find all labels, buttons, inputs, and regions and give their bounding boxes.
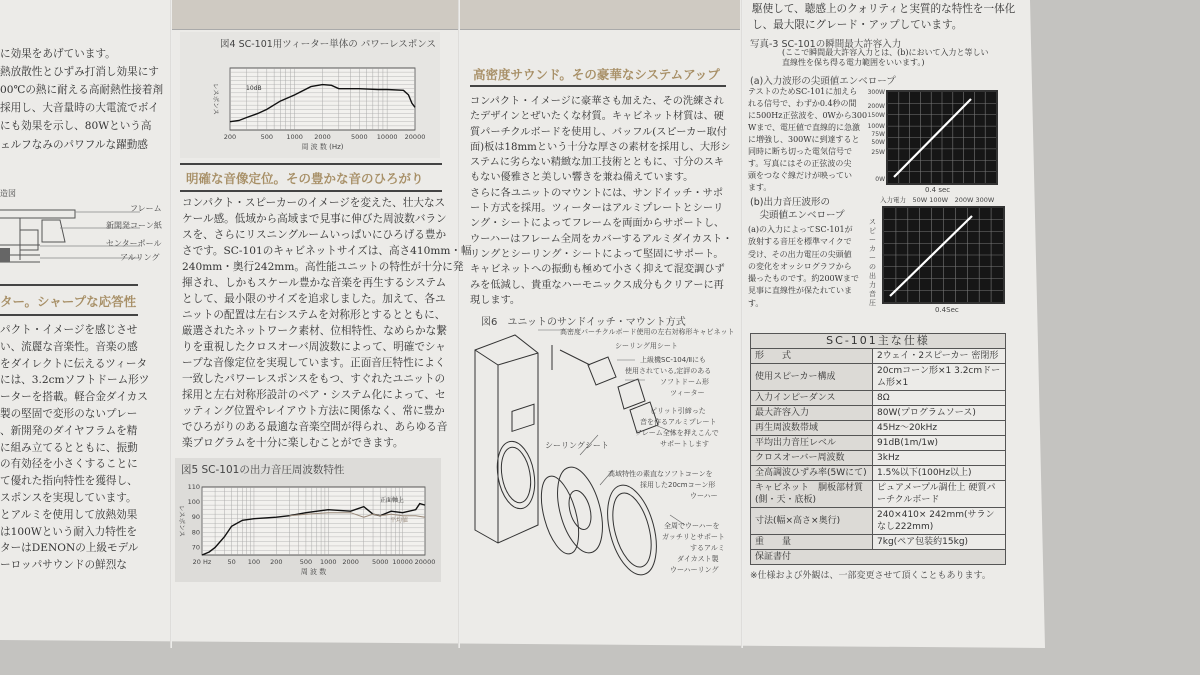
x-axis-label: 周 波 数 (Hz) [301, 143, 344, 151]
text-line: 同時に断ち切った電気信号で [748, 147, 852, 156]
text-line: 熱放散性とひずみ打消し効果にす [0, 66, 159, 78]
col1-body [0, 322, 149, 574]
spec-value: 8Ω [873, 391, 1006, 406]
text-line: もない優雅さと美しい響きを兼ね備えています。 [470, 172, 694, 184]
text-line: 楽プログラムを十分に楽しむことができます。 [182, 437, 404, 449]
x-tick-label: 10000 [376, 133, 398, 141]
text-line: 240mm・奥行242mm。高性能ユニットの特性が十分に発 [182, 261, 464, 273]
text-line: ーターを搭載。軽合金ダイカス [0, 391, 148, 404]
text-line: コンパクト・スピーカーのイメージを変えた、壮大なス [182, 197, 446, 209]
text-line: でひろがりのある最適な音楽空間が得られ、あらゆる音 [182, 421, 448, 433]
x-tick-label: 500 [299, 558, 313, 566]
text-line: ーロッパサウンドの鮮烈な [0, 559, 127, 572]
spec-title: SC-101主な仕様 [751, 334, 1006, 349]
text-line: りを重視したクロスオーバ周波数によって、明確でシャ [182, 341, 446, 353]
fig6-label: ツィーター [670, 389, 705, 397]
spec-section [750, 333, 1012, 581]
part-label-al-ring: アルリング [120, 253, 160, 262]
scope-a-y-label: 0W [875, 176, 885, 183]
text-line: ート方式を採用。ツィーターはアルミプレートとシーリ [470, 203, 724, 215]
text-line: ープな音像定位を実現しています。正面音圧特性によく [182, 357, 446, 369]
figure4-chart [180, 32, 440, 158]
scope-a-time: 0.4 sec [925, 186, 951, 194]
subheading-b [750, 196, 845, 222]
spec-key: 重 量 [751, 535, 873, 550]
col1-figure-label: 造図 [0, 189, 16, 198]
spec-key: 入力インピーダンス [751, 391, 873, 406]
spec-key: クロスオーバー周波数 [751, 451, 873, 466]
y-axis-label: レスポンス [178, 504, 186, 538]
part-label-frame: フレーム [130, 204, 162, 213]
text-line: コンパクト・イメージに豪華さも加えた、その洗練され [470, 96, 724, 107]
photo3-title: 写真-3 SC-101の瞬間最大許容入力 [750, 39, 902, 50]
fig6-label: サポートします [660, 440, 709, 448]
text-line: 一致したパワーレスポンスをもつ、すぐれたユニットの [182, 373, 446, 385]
envelope-trace [894, 99, 971, 177]
spec-row [751, 391, 1006, 406]
page-fold [170, 0, 172, 648]
x-tick-label: 20000 [404, 133, 426, 141]
photo3-note [782, 48, 988, 68]
figure4-box [180, 32, 440, 158]
part-label-cone: 新開発コーン紙 [106, 221, 162, 230]
text-line: 厳選されたネットワーク素材、位相特性、なめらかな繋 [182, 325, 447, 337]
text-line: ング・シートによってフレームを両面からサポートし、 [470, 218, 725, 230]
text-line: い、流麗な音楽性。音楽の感 [0, 340, 138, 353]
y-tick-label: 90 [191, 513, 200, 522]
subheading-a: (a)入力波形の尖頭値エンベロープ [750, 76, 896, 87]
spec-note: ※仕様および外観は、一部変更させて頂くこともあります。 [750, 571, 991, 581]
legend-on-axis: 正面軸上 [380, 497, 405, 504]
col4-top-text [752, 1, 1015, 33]
text-line: 揮され、しかもスケール豊かな音楽を再生するシステム [182, 277, 447, 289]
col1-line: ェルフなみのパワフルな躍動感 [0, 139, 148, 151]
fig6-label: ソフトドーム形 [660, 378, 709, 386]
col4-a-body [748, 86, 867, 194]
text-line: 頭をつなぐ線だけが映ってい [748, 171, 852, 180]
scope-a-y-label: 200W [867, 103, 885, 110]
text-line: さです。SC-101のキャビネットサイズは、高さ410mm・幅 [182, 245, 472, 257]
scope-a-y-labels [863, 90, 885, 185]
figure5-chart [175, 458, 441, 582]
x-tick-label: 5000 [351, 133, 368, 141]
text-line: ニットの配置は左右システムを対称形とするとともに、 [182, 309, 446, 321]
spec-row [751, 436, 1006, 451]
spec-row [751, 349, 1006, 364]
text-line: 製の堅固で変形のないプレー [0, 407, 138, 420]
text-line: て優れた指向特性を獲得し、 [0, 475, 138, 488]
text-line: として、最小限のサイズを追求しました。加えて、各ユ [182, 293, 446, 305]
col2-body [182, 195, 472, 451]
fig6-label: シーリング用シート [615, 342, 678, 350]
spec-row [751, 451, 1006, 466]
scope-a-y-label: 300W [867, 89, 885, 96]
fig6-label: 使用されている,定評のある [625, 367, 712, 375]
scope-a-y-label: 50W [871, 139, 885, 146]
fig6-label: シーリングシート [545, 441, 609, 450]
text-line: 面)板は18mmという十分な厚さの素材を採用し、大形シ [470, 141, 731, 153]
overlapping-page-edge [172, 0, 740, 30]
fig6-label: 高密度パーチクルボード使用の左右対称形キャビネット [560, 328, 735, 336]
col4-b-body [748, 224, 859, 310]
scope-a-y-label: 25W [871, 149, 885, 156]
text-line: ステムに劣らない精緻な加工技術とともに、寸分のスキ [470, 157, 724, 169]
fig6-label: ウーハー [690, 492, 718, 500]
text-line: し、最大限にグレード・アップしています。 [752, 19, 963, 31]
text-line: れる信号で、わずか0.4秒の間 [748, 99, 857, 108]
x-tick-label: 5000 [371, 558, 389, 566]
text-line: にも効果を示し、80Wという高 [0, 120, 152, 132]
spec-value: 7kg(ペア包装約15kg) [873, 535, 1006, 550]
figure4-title-text: 図4 SC-101用ツィーター単体の パワーレスポンス [220, 39, 436, 50]
y-tick-label: 100 [187, 498, 200, 507]
text-line: は100Wという耐入力特性を [0, 525, 138, 538]
spec-key: 使用スピーカー構成 [751, 364, 873, 391]
y-tick-label: 80 [191, 528, 200, 537]
spec-row [751, 550, 1006, 565]
fig6-label: 音を作るアルミプレート [640, 418, 717, 426]
scope-a-y-label: 100W [867, 123, 885, 130]
spec-key: 保証書付 [751, 550, 1006, 565]
text-line: の変化をオッシログラフから [748, 261, 852, 271]
text-line: スポンスを実現しています。 [0, 491, 137, 504]
text-line: には、3.2cmソフトドーム形ツ [0, 374, 150, 387]
text-line: 撮ったものです。約200Wまで [748, 274, 859, 284]
y-tick-label: 70 [191, 543, 200, 552]
text-line: に増強し、300Wに到達すると [748, 135, 860, 144]
text-line: 現します。 [470, 294, 521, 306]
text-line: ます。 [748, 183, 772, 192]
x-tick-label: 20000 [414, 558, 436, 566]
text-line: 尖頭値エンベロープ [750, 210, 845, 221]
text-line: Wまで、電圧値で直線的に急激 [748, 123, 861, 132]
spec-row [751, 364, 1006, 391]
spec-value: 45Hz～20kHz [873, 421, 1006, 436]
spec-value: 80W(プログラムソース) [873, 406, 1006, 421]
scope-a-y-label: 150W [867, 112, 885, 119]
spec-value: 91dB(1m/1w) [873, 436, 1006, 451]
figure6-title: 図6 ユニットのサンドイッチ・マウント方式 [481, 317, 686, 328]
scope-b-ylabel: スピーカーの出力音圧 [869, 218, 876, 307]
text-line: リングとシーリング・シートによって堅固にサポート。 [470, 248, 724, 260]
col1-top-text [0, 45, 163, 135]
text-line: 採用し、大音量時の大電流でボイ [0, 102, 159, 114]
spec-value: 20cmコーン形×1 3.2cmドーム形×1 [873, 364, 1006, 391]
spec-key: 再生周波数帯域 [751, 421, 873, 436]
oscilloscope-photo-b [882, 206, 1005, 304]
fig6-label: 上級機SC-104/Ⅱにも [640, 356, 707, 364]
text-line: (a)の入力によってSC-101が [748, 225, 853, 234]
spec-table [750, 333, 1006, 565]
x-tick-label: 2000 [314, 133, 331, 141]
text-line: 見事に直線性が保たれていま [748, 286, 852, 296]
speaker-cross-section-figure [0, 200, 140, 270]
text-line: とアルミを使用して放熱効果 [0, 508, 138, 521]
fig6-label: するアルミ [690, 544, 725, 552]
spec-key: 寸法(幅×高さ×奥行) [751, 508, 873, 535]
fig6-label: ウーハーリング [670, 566, 719, 574]
text-line: (b)出力音圧波形の [750, 197, 830, 208]
spec-key: 最大許容入力 [751, 406, 873, 421]
section-heading: 明確な音像定位。その豊かな音のひろがり [186, 171, 424, 186]
text-line: 受け、その出力電圧の尖頭値 [748, 249, 852, 259]
fig6-label: 採用した20cmコーン形 [640, 481, 716, 489]
text-line: す。 [748, 298, 764, 308]
text-line: ターはDENONの上級モデル [0, 542, 139, 555]
y-tick-label: 110 [187, 483, 200, 491]
figure5-box [175, 458, 441, 582]
text-line: 放射する音圧を標準マイクで [748, 237, 852, 247]
text-line: テストのためSC-101に加えら [748, 87, 858, 96]
text-line: 直線性を保ち得る電力範囲をいいます。) [782, 58, 925, 67]
text-line: に効果をあげています。 [0, 48, 116, 60]
scope-b-time: 0.4Sec [935, 306, 959, 314]
x-tick-label: 1000 [320, 558, 337, 566]
text-line: ッティング位置やレイアウト方法に関係なく、常に豊か [182, 405, 445, 417]
spec-row [751, 481, 1006, 508]
spec-row [751, 466, 1006, 481]
oscilloscope-photo-a [886, 90, 998, 185]
x-tick-label: 200 [270, 558, 283, 566]
spec-row [751, 421, 1006, 436]
spec-value: 240×410× 242mm(サランなし222mm) [873, 508, 1006, 535]
section-heading: 高密度サウンド。その豪華なシステムアップ [473, 67, 720, 82]
scope-a-xlabel: 入力電力 50W 100W 200W 300W [880, 196, 995, 204]
text-line: ウーハーはフレーム全周をカバーするアルミダイカスト・ [470, 233, 733, 245]
spec-value: 1.5%以下(100Hz以上) [873, 466, 1006, 481]
spec-row [751, 406, 1006, 421]
fig6-label: 全周でウーハーを [664, 522, 720, 530]
spec-row [751, 508, 1006, 535]
spec-key: キャビネット 胴板部材質 (側・天・底板) [751, 481, 873, 508]
text-line: す。写真にはその正弦波の尖 [748, 159, 852, 168]
spec-value: 3kHz [873, 451, 1006, 466]
text-line: 質パーチクルボードを使用し、バッフル(スピーカー取付 [470, 126, 727, 138]
spec-key: 形 式 [751, 349, 873, 364]
col3-body [470, 94, 733, 308]
text-line: 駆使して、聴感上のクォリティと実質的な特性を一体化 [752, 3, 1016, 15]
x-tick-label: 100 [247, 558, 261, 566]
part-label-center-pole: センターポール [106, 239, 162, 248]
envelope-trace [890, 216, 972, 296]
x-tick-label: 1000 [286, 133, 303, 141]
section-heading: ター。シャープな応答性 [0, 294, 137, 309]
x-tick-label: 50 [227, 558, 236, 566]
text-line: キャビネットへの振動も極めて小さく抑えて混変調ひず [470, 264, 725, 276]
spec-key: 全高調波ひずみ率(5Wにて) [751, 466, 873, 481]
fig6-label: 高域特性の素直なソフトコーンを [608, 470, 713, 478]
fig6-label: フレーム全体を押えこんで [635, 429, 719, 437]
text-line: スを、さらにリスニングルームいっぱいにひろげる豊か [182, 229, 447, 241]
text-line: パクト・イメージを感じさせ [0, 324, 138, 336]
text-line: に組み立てるとともに、振動 [0, 441, 138, 454]
x-axis-label: 周 波 数 [300, 568, 327, 576]
text-line: に500Hz正弦波を、0Wから300 [748, 111, 868, 120]
fig6-label: ピリット引締った [650, 407, 706, 415]
fig6-label: ガッチリとサポート [662, 533, 725, 541]
scale-label: 10dB [246, 85, 262, 92]
text-line: みを低減し、貴重なハーモニックス成分もクリアーに再 [470, 279, 724, 291]
figure5-title: 図5 SC-101の出力音圧周波数特性 [181, 464, 345, 476]
x-tick-label: 20 Hz [192, 558, 212, 566]
spec-key: 平均出力音圧レベル [751, 436, 873, 451]
scope-a-y-label: 75W [871, 131, 885, 138]
text-line: をダイレクトに伝えるツィータ [0, 357, 148, 370]
x-tick-label: 200 [223, 133, 237, 141]
text-line: (ここで瞬間最大許容入力とは、(b)において入力と等しい [782, 48, 989, 57]
text-line: 00℃の熱に耐える高耐熱性接着剤 [0, 84, 164, 96]
page-fold [741, 0, 743, 648]
text-line: たデザインとぜいたくな材質。キャビネット材質は、硬 [470, 111, 724, 123]
text-line: の有効径を小さくすることに [0, 458, 138, 471]
spec-row [751, 535, 1006, 550]
text-line: 、新開発のダイヤフラムを精 [0, 424, 138, 437]
spec-value: 2ウェイ・2スピーカー 密閉形 [873, 349, 1006, 364]
text-line: さらに各ユニットのマウントには、サンドイッチ・サポ [470, 187, 724, 199]
x-tick-label: 500 [260, 133, 274, 141]
x-tick-label: 10000 [392, 558, 413, 566]
x-tick-label: 2000 [342, 558, 359, 566]
text-line: ケール感。低域から高域まで見事に伸びた周波数バラン [182, 213, 447, 225]
spec-value: ピュアメープル調仕上 硬質パーチクルボード [873, 481, 1006, 508]
y-axis-label: レスポンス [212, 82, 220, 116]
legend-average: 平均値 [390, 517, 409, 524]
fig6-label: ダイカスト製 [677, 555, 719, 563]
text-line: 採用と左右対称形設計のペア・システム化によって、セ [182, 389, 446, 401]
